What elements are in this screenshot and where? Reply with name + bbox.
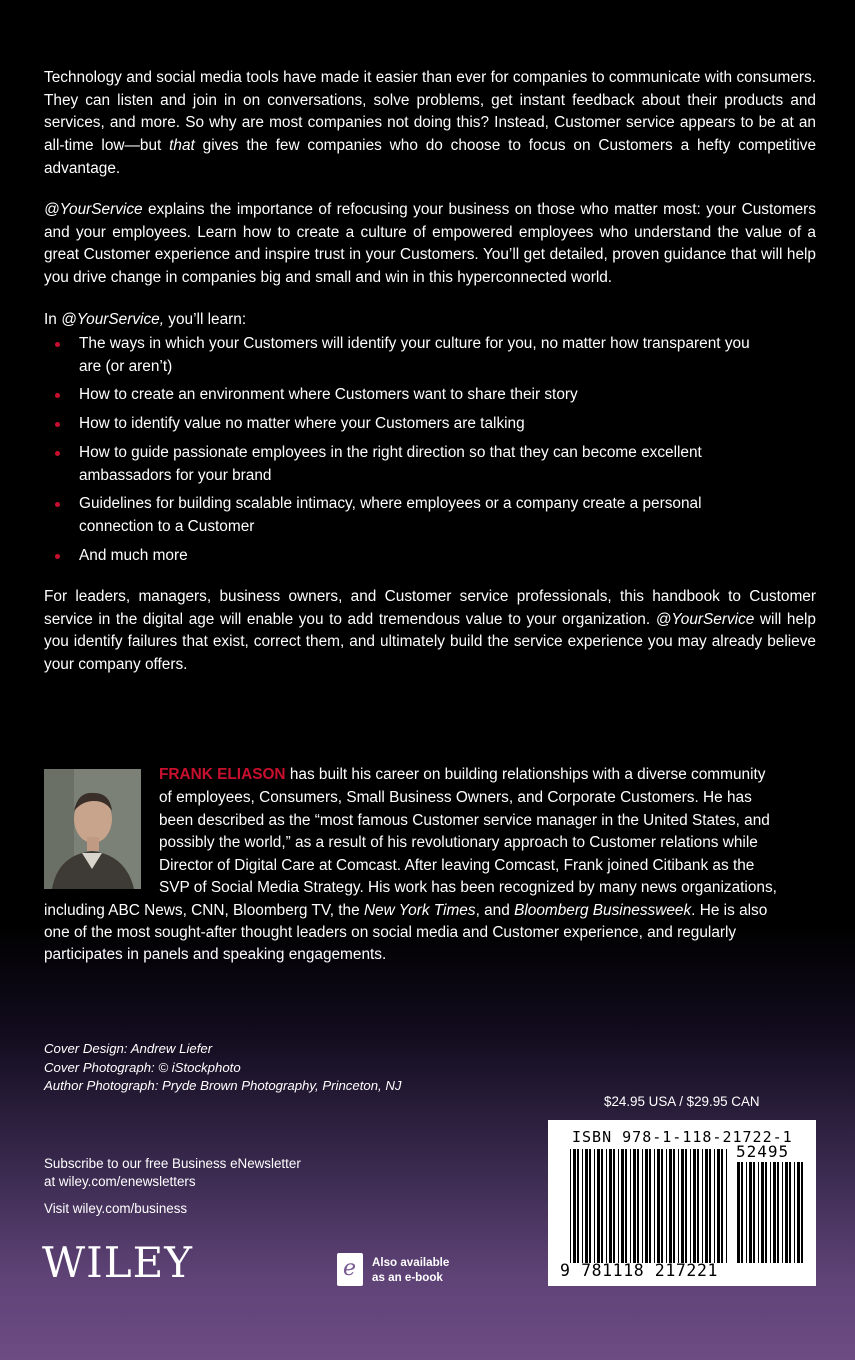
- list-item: [44, 493, 764, 538]
- price-label: $24.95 USA / $29.95 CAN: [604, 1094, 760, 1109]
- publication-name: Bloomberg Businessweek: [514, 902, 692, 919]
- price-code: 52495: [736, 1142, 790, 1161]
- author-photo: [44, 769, 141, 889]
- newsletter-line: Subscribe to our free Business eNewsletter: [44, 1156, 301, 1171]
- author-bio-line: [159, 764, 765, 787]
- author-bio-line: possibly the world,” as a result of his revolutionary approach to Customer relations while: [159, 834, 758, 851]
- credit-line: Cover Photograph: © iStockphoto: [44, 1059, 241, 1075]
- newsletter-link[interactable]: at wiley.com/enewsletters: [44, 1174, 196, 1189]
- intro-emphasis: that: [169, 137, 195, 155]
- price-barcode-bars: [737, 1162, 803, 1263]
- closing-text: For leaders, managers, business owners, and Customer service professionals, this handbook to Customer service in the digital age will enable you to add tremendous value to your organization.: [44, 588, 816, 628]
- bullet-icon: [55, 502, 60, 507]
- closing-text: will help you identify failures that exist, correct them, and ultimately build the service experience you may already believe your company offers.: [44, 610, 816, 674]
- publication-name: New York Times: [363, 902, 476, 919]
- publisher-logo: WILEY: [42, 1238, 194, 1287]
- book-title: @YourService: [44, 201, 143, 218]
- list-item: [44, 545, 764, 568]
- description-paragraph: [44, 199, 816, 290]
- list-item-text: The ways in which your Customers will identify your culture for you, no matter how transparent you are (or aren’t): [79, 335, 750, 375]
- closing-paragraph: [44, 586, 816, 677]
- list-item: [44, 413, 764, 436]
- bullet-icon: [55, 342, 60, 347]
- ebook-icon: e: [337, 1253, 363, 1286]
- ebook-line: Also available: [372, 1256, 450, 1269]
- learning-list: [44, 333, 764, 573]
- barcode-bars: [570, 1149, 730, 1263]
- book-title: @YourService,: [61, 311, 165, 328]
- author-bio-text: . He is also: [691, 902, 768, 919]
- credit-line: Author Photograph: Pryde Brown Photography, Princeton, NJ: [44, 1078, 402, 1093]
- ebook-line: as an e-book: [372, 1270, 443, 1284]
- author-bio-text: has built his career on building relationships with a diverse community: [285, 766, 766, 783]
- bullet-icon: [55, 422, 60, 427]
- list-item-text: How to guide passionate employees in the right direction so that they can become excellent ambassadors for your brand: [79, 443, 702, 484]
- intro-text: gives the few companies who do choose to focus on Customers a hefty competitive advantage.: [44, 137, 816, 177]
- intro-paragraph: [44, 67, 816, 181]
- author-bio-line: SVP of Social Media Strategy. His work has been recognized by many news organizations,: [159, 879, 777, 896]
- author-portrait-image: [44, 769, 141, 889]
- ebook-availability: [372, 1256, 449, 1285]
- list-item: [44, 333, 764, 378]
- isbn-barcode: [548, 1120, 816, 1286]
- author-bio-text: , and: [475, 902, 515, 919]
- list-item-text: How to create an environment where Customers want to share their story: [79, 386, 578, 404]
- intro-text: Technology and social media tools have made it easier than ever for companies to communicate with consumers. They can listen and join in on conversations, solve problems, get instant feedback about their products and services, and more. So why are most companies not doing this? Instead, Customer service appears to be at an all-time low—but: [44, 69, 816, 155]
- list-item: [44, 384, 764, 407]
- learn-intro: [44, 309, 816, 332]
- bullet-icon: [55, 554, 60, 559]
- author-bio-line: Director of Digital Care at Comcast. After leaving Comcast, Frank joined Citibank as the: [159, 857, 755, 874]
- list-item-text: And much more: [79, 546, 188, 564]
- author-bio-line: of employees, Consumers, Small Business Owners, and Corporate Customers. He has: [159, 789, 752, 806]
- list-item: [44, 442, 764, 487]
- description-text: explains the importance of refocusing your business on those who matter most: your Customers and your employees. Learn how to create a culture of empowered employees who understand the value of a great Customer experience and inspire trust in your Customers. You’ll get detailed, proven guidance that will help you drive change in companies big and small and win in this hyperconnected world.: [44, 201, 816, 287]
- author-bio-line: [44, 900, 767, 923]
- bullet-icon: [55, 393, 60, 398]
- list-item-text: How to identify value no matter where your Customers are talking: [79, 415, 525, 433]
- book-title: @YourService: [655, 610, 755, 628]
- author-bio-text: including ABC News, CNN, Bloomberg TV, the: [44, 902, 364, 919]
- learn-intro-text: you’ll learn:: [164, 311, 247, 328]
- author-name: FRANK ELIASON: [159, 766, 286, 783]
- credit-line: Cover Design: Andrew Liefer: [44, 1041, 213, 1056]
- cover-credits: [44, 1040, 402, 1096]
- list-item-text: Guidelines for building scalable intimacy, where employees or a company create a personal connection to a Customer: [79, 495, 702, 535]
- author-bio-line: one of the most sought-after thought leaders on social media and Customer experience, and regularly: [44, 924, 737, 941]
- author-bio-line: participates in panels and speaking engagements.: [44, 946, 387, 963]
- bullet-icon: [55, 451, 60, 456]
- author-bio-line: been described as the “most famous Customer service manager in the United States, and: [159, 812, 770, 829]
- learn-intro-text: In: [44, 311, 62, 328]
- isbn-digits: 9 781118 217221: [560, 1261, 719, 1280]
- isbn-label: ISBN 978-1-118-21722-1: [572, 1128, 793, 1146]
- visit-link[interactable]: Visit wiley.com/business: [44, 1201, 188, 1216]
